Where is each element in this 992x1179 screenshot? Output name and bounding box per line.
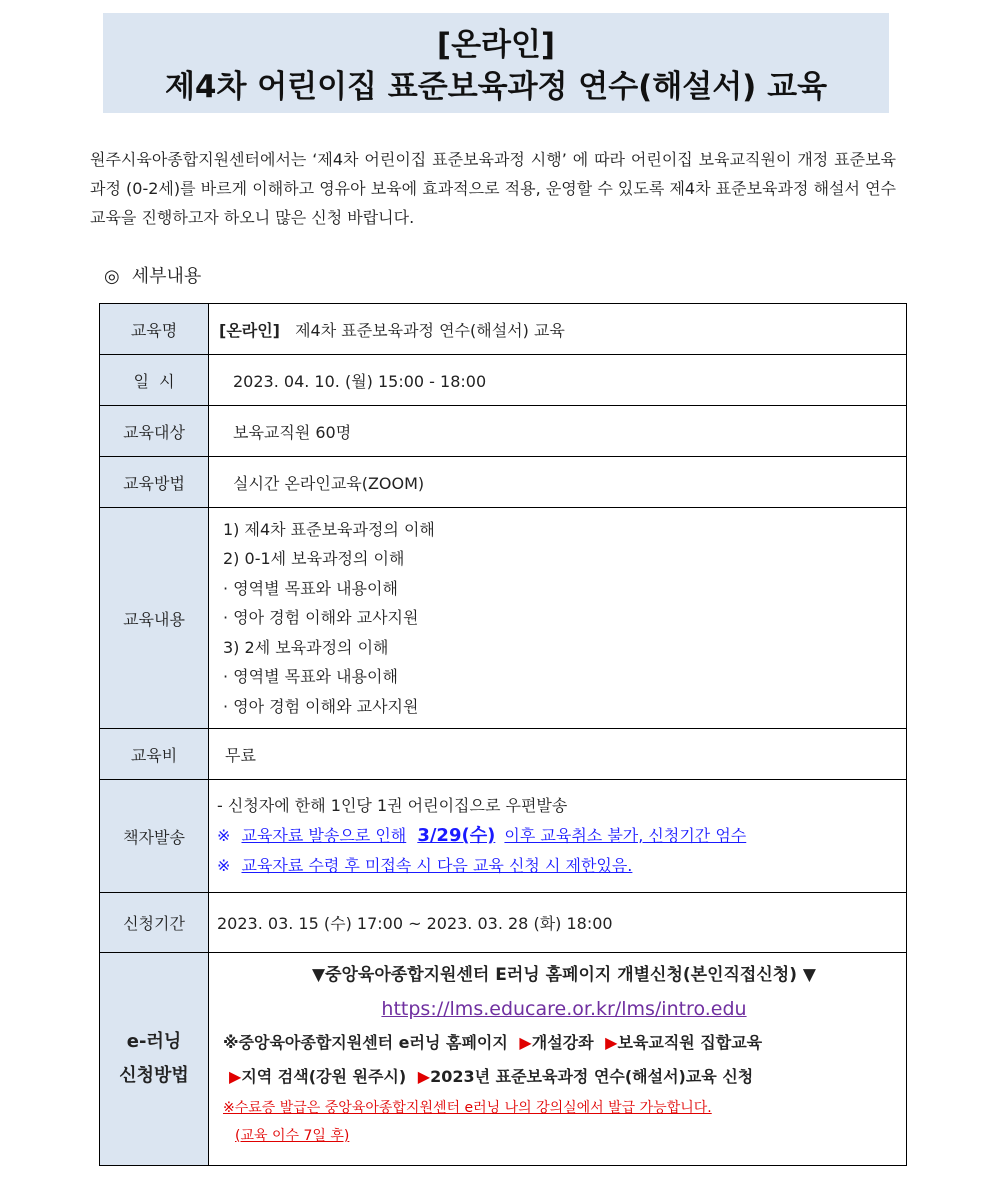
path-group-training: 보육교직원 집합교육 bbox=[617, 1033, 763, 1052]
label-elearning bbox=[100, 953, 209, 1166]
label-fee: 교육비 bbox=[100, 729, 209, 780]
elearning-headline: ▼중앙육아종합지원센터 E러닝 홈페이지 개별신청(본인직접신청) ▼ bbox=[312, 965, 816, 985]
title-line-1: [온라인] bbox=[436, 27, 556, 63]
path-course-apply: 2023년 표준보육과정 연수(해설서)교육 신청 bbox=[430, 1067, 754, 1086]
label-method: 교육방법 bbox=[100, 457, 209, 508]
row-book-shipping bbox=[100, 780, 907, 893]
value-datetime bbox=[209, 355, 907, 406]
elearning-path-2 bbox=[223, 1060, 905, 1094]
content-item: · 영역별 목표와 내용이해 bbox=[223, 667, 398, 687]
path-region-search: 지역 검색(강원 원주시) bbox=[241, 1067, 407, 1086]
content-item: 1) 제4차 표준보육과정의 이해 bbox=[223, 520, 435, 540]
label-application-period: 신청기간 bbox=[100, 893, 209, 953]
title-banner bbox=[103, 13, 889, 113]
method-text: 실시간 온라인교육(ZOOM) bbox=[233, 473, 425, 493]
triangle-right-icon: ▶ bbox=[519, 1033, 532, 1052]
row-target bbox=[100, 406, 907, 457]
content-item: · 영역별 목표와 내용이해 bbox=[223, 578, 398, 598]
label-content: 교육내용 bbox=[100, 508, 209, 729]
value-content bbox=[209, 508, 907, 729]
certificate-note-timing: (교육 이수 7일 후) bbox=[235, 1128, 350, 1144]
online-prefix: [온라인] bbox=[219, 320, 280, 340]
book-line-1: - 신청자에 한해 1인당 1권 어린이집으로 우편발송 bbox=[217, 796, 568, 815]
course-name-text: 제4차 표준보육과정 연수(해설서) 교육 bbox=[295, 320, 565, 340]
content-item: · 영아 경험 이해와 교사지원 bbox=[223, 696, 419, 716]
row-fee bbox=[100, 729, 907, 780]
value-method bbox=[209, 457, 907, 508]
book-warning-b: 이후 교육취소 불가, 신청기간 엄수 bbox=[504, 826, 747, 845]
content-item: 2) 0-1세 보육과정의 이해 bbox=[223, 549, 405, 569]
value-application-period: 2023. 03. 15 (수) 17:00 ~ 2023. 03. 28 (화) 18:00 bbox=[209, 893, 907, 953]
row-method bbox=[100, 457, 907, 508]
elearning-label-2: 신청방법 bbox=[119, 1065, 189, 1086]
content-item: · 영아 경험 이해와 교사지원 bbox=[223, 608, 419, 628]
book-warning-a: 교육자료 발송으로 인해 bbox=[241, 826, 407, 845]
reference-mark: ※ bbox=[217, 826, 231, 845]
fee-text: 무료 bbox=[225, 745, 256, 765]
intro-paragraph: 원주시육아종합지원센터에서는 ‘제4차 어린이집 표준보육과정 시행’ 에 따라 어린이집 보육교직원이 개정 표준보육과정 (0-2세)를 바르게 이해하고 영유아 보육에 효과적으로 적용, 운영할 수 있도록 제4차 표준보육과정 해설서 연수교육을 진행하고자 하오니 많은 신청 바랍니다. bbox=[90, 150, 896, 227]
triangle-right-icon: ▶ bbox=[417, 1067, 431, 1086]
section-title: 세부내용 bbox=[131, 266, 202, 287]
value-book-shipping bbox=[209, 780, 907, 893]
value-course-name bbox=[209, 304, 907, 355]
certificate-note: ※수료증 발급은 중앙육아종합지원센터 e러닝 나의 강의실에서 발급 가능합니다. bbox=[223, 1100, 712, 1116]
label-target: 교육대상 bbox=[100, 406, 209, 457]
book-restriction: 교육자료 수령 후 미접속 시 다음 교육 신청 시 제한있음. bbox=[241, 856, 633, 875]
row-elearning bbox=[100, 953, 907, 1166]
elearning-path-1 bbox=[223, 1026, 905, 1060]
reference-mark: ※ bbox=[217, 856, 231, 875]
row-datetime bbox=[100, 355, 907, 406]
elearning-label-1: e-러닝 bbox=[126, 1031, 182, 1052]
content-item: 3) 2세 보육과정의 이해 bbox=[223, 637, 389, 657]
details-table bbox=[99, 303, 907, 1166]
double-circle-icon: ◎ bbox=[104, 266, 120, 287]
label-datetime: 일 시 bbox=[100, 355, 209, 406]
elearning-link[interactable]: https://lms.educare.or.kr/lms/intro.edu bbox=[381, 998, 747, 1020]
cancel-deadline: 3/29(수) bbox=[417, 825, 496, 846]
target-text: 보육교직원 60명 bbox=[233, 422, 352, 442]
datetime-text: 2023. 04. 10. (월) 15:00 - 18:00 bbox=[233, 371, 487, 391]
triangle-right-icon: ▶ bbox=[229, 1067, 242, 1086]
row-course-name bbox=[100, 304, 907, 355]
row-application-period bbox=[100, 893, 907, 953]
label-course-name: 교육명 bbox=[100, 304, 209, 355]
title-line-2: 제4차 어린이집 표준보육과정 연수(해설서) 교육 bbox=[164, 69, 828, 105]
value-elearning bbox=[209, 953, 907, 1166]
book-line-3 bbox=[217, 851, 905, 881]
value-fee bbox=[209, 729, 907, 780]
section-heading bbox=[104, 262, 213, 288]
path-site: ※중앙육아종합지원센터 e러닝 홈페이지 bbox=[223, 1033, 508, 1052]
triangle-right-icon: ▶ bbox=[605, 1033, 618, 1052]
value-target bbox=[209, 406, 907, 457]
label-book-shipping: 책자발송 bbox=[100, 780, 209, 893]
path-courses: 개설강좌 bbox=[531, 1033, 594, 1052]
row-content bbox=[100, 508, 907, 729]
book-line-2 bbox=[217, 821, 905, 851]
